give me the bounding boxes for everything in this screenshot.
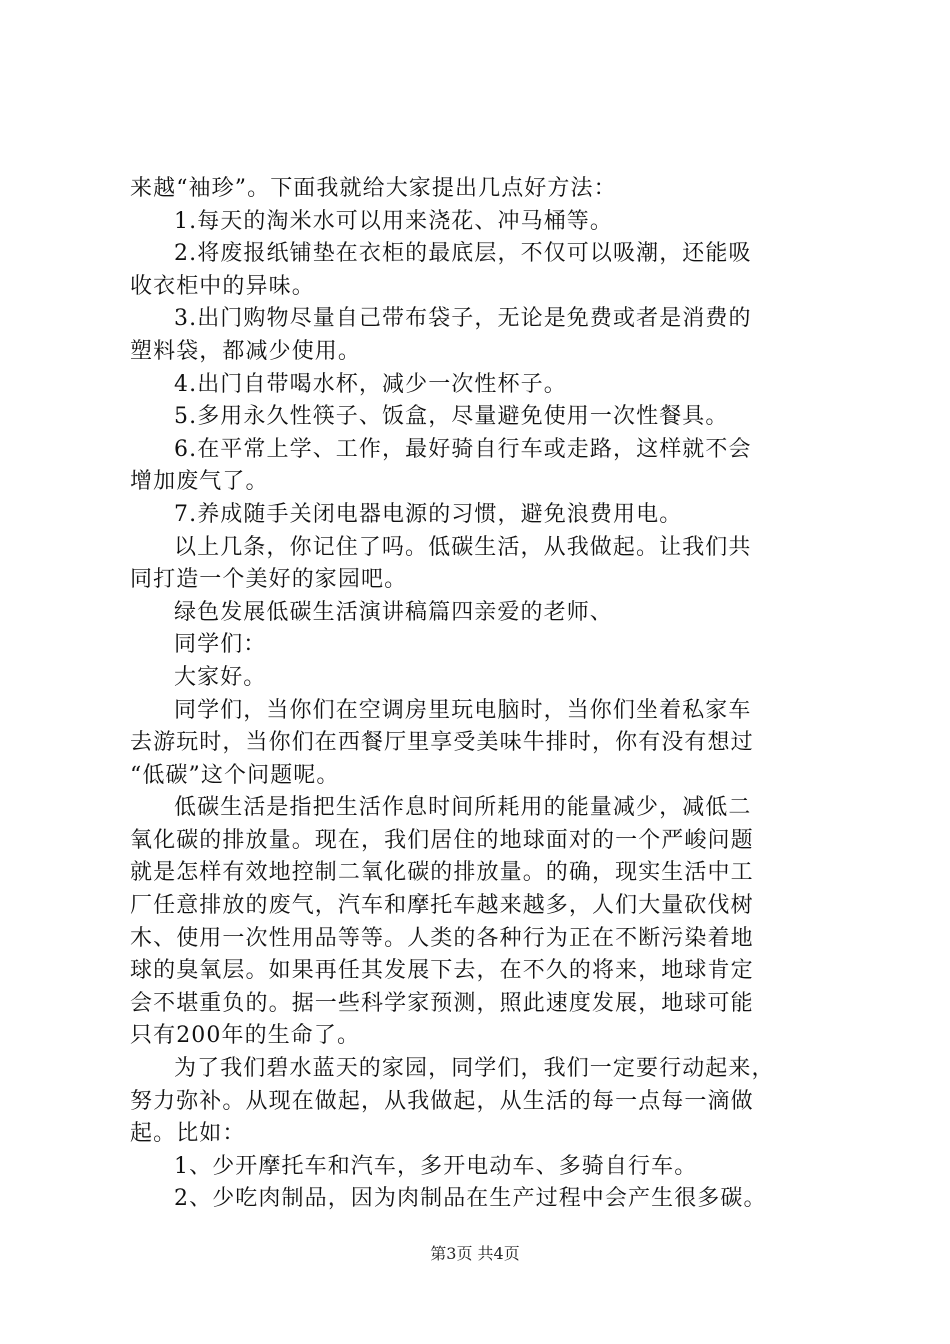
text-line: 2.将废报纸铺垫在衣柜的最底层，不仅可以吸潮，还能吸 <box>174 241 752 267</box>
text-line: 厂任意排放的废气，汽车和摩托车越来越多，人们大量砍伐树 <box>130 893 754 919</box>
text-line: 同学们，当你们在空调房里玩电脑时，当你们坐着私家车 <box>174 697 752 723</box>
text-line: 增加废气了。 <box>130 469 269 495</box>
text-line: 2、少吃肉制品，因为肉制品在生产过程中会产生很多碳。 <box>174 1186 767 1212</box>
text-line: 6.在平常上学、工作，最好骑自行车或走路，这样就不会 <box>174 436 752 462</box>
text-line: 塑料袋，都减少使用。 <box>130 338 362 364</box>
text-line: 大家好。 <box>174 664 267 690</box>
page-footer: 第3页 共4页 <box>430 1244 520 1263</box>
text-line: 1、少开摩托车和汽车，多开电动车、多骑自行车。 <box>174 1153 698 1179</box>
text-line: 4.出门自带喝水杯，减少一次性杯子。 <box>174 371 567 397</box>
text-line: 绿色发展低碳生活演讲稿篇四亲爱的老师、 <box>174 599 613 625</box>
text-line: 以上几条，你记住了吗。低碳生活，从我做起。让我们共 <box>174 534 752 560</box>
text-line: 为了我们碧水蓝天的家园，同学们，我们一定要行动起来， <box>174 1056 775 1082</box>
text-line: 5.多用永久性筷子、饭盒，尽量避免使用一次性餐具。 <box>174 404 729 430</box>
text-line: 3.出门购物尽量自己带布袋子，无论是免费或者是消费的 <box>174 306 752 332</box>
text-line: 同学们： <box>174 632 267 658</box>
body-text <box>130 173 835 1216</box>
text-line: 起。比如： <box>130 1121 246 1147</box>
text-line: 球的臭氧层。如果再任其发展下去，在不久的将来，地球肯定 <box>130 958 754 984</box>
text-line: 努力弥补。从现在做起，从我做起，从生活的每一点每一滴做 <box>130 1088 754 1114</box>
text-line: 收衣柜中的异味。 <box>130 273 315 299</box>
text-line: “低碳”这个问题呢。 <box>130 762 340 788</box>
text-line: 木、使用一次性用品等等。人类的各种行为正在不断污染着地 <box>130 925 754 951</box>
text-line: 同打造一个美好的家园吧。 <box>130 567 408 593</box>
text-line: 就是怎样有效地控制二氧化碳的排放量。的确，现实生活中工 <box>130 860 754 886</box>
text-line: 7.养成随手关闭电器电源的习惯，避免浪费用电。 <box>174 501 683 527</box>
text-line: 来越“袖珍”。下面我就给大家提出几点好方法： <box>130 176 617 201</box>
text-line: 会不堪重负的。据一些科学家预测，照此速度发展，地球可能 <box>130 990 754 1016</box>
text-line: 去游玩时，当你们在西餐厅里享受美味牛排时，你有没有想过 <box>130 730 754 756</box>
text-line: 低碳生活是指把生活作息时间所耗用的能量减少，减低二 <box>174 795 752 821</box>
text-line: 1.每天的淘米水可以用来浇花、冲马桶等。 <box>174 208 613 234</box>
text-line: 氧化碳的排放量。现在，我们居住的地球面对的一个严峻问题 <box>130 827 754 853</box>
text-line: 只有200年的生命了。 <box>130 1023 361 1049</box>
